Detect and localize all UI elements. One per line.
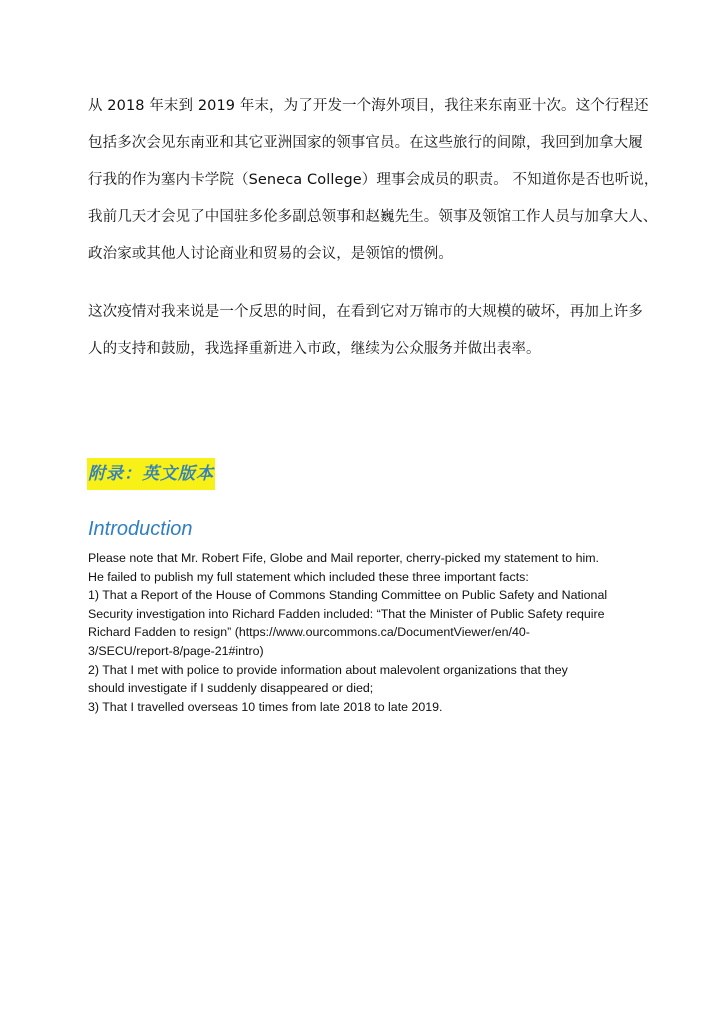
text-line: 这次疫情对我来说是一个反思的时间，在看到它对万锦市的大规模的破坏，再加上许多 — [88, 304, 643, 320]
text-line: 1) That a Report of the House of Commons Standing Committee on Public Safety and National — [88, 588, 608, 603]
english-paragraph — [88, 549, 648, 716]
text-line: 人的支持和鼓励，我选择重新进入市政，继续为公众服务并做出表率。 — [88, 341, 541, 357]
chinese-paragraph-1 — [88, 88, 659, 273]
text-line: 行我的作为塞内卡学院（Seneca College）理事会成员的职责。 不知道你是否也听说， — [88, 172, 659, 188]
text-line: He failed to publish my full statement which included these three important facts: — [88, 569, 529, 584]
text-line: 2) That I met with police to provide information about malevolent organizations that they — [88, 662, 568, 677]
text-line: 3/SECU/report-8/page-21#intro) — [88, 643, 264, 658]
section-heading: Introduction — [88, 518, 193, 540]
text-line: 我前几天才会见了中国驻多伦多副总领事和赵巍先生。领事及领馆工作人员与加拿大人、 — [88, 209, 658, 225]
appendix-heading: 附录：英文版本 — [87, 458, 215, 490]
text-line: should investigate if I suddenly disappeared or died; — [88, 681, 374, 696]
text-line: 政治家或其他人讨论商业和贸易的会议，是领馆的惯例。 — [88, 246, 453, 262]
text-line: 3) That I travelled overseas 10 times from late 2018 to late 2019. — [88, 699, 443, 714]
text-line: Richard Fadden to resign” (https://www.ourcommons.ca/DocumentViewer/en/40- — [88, 625, 530, 640]
text-line: 从 2018 年末到 2019 年末，为了开发一个海外项目，我往来东南亚十次。这个行程还 — [88, 98, 649, 114]
text-line: Security investigation into Richard Fadden included: “That the Minister of Public Safety require — [88, 606, 605, 621]
text-line: Please note that Mr. Robert Fife, Globe and Mail reporter, cherry-picked my statement to him. — [88, 551, 599, 565]
text-line: 包括多次会见东南亚和其它亚洲国家的领事官员。在这些旅行的间隙，我回到加拿大履 — [88, 135, 643, 151]
chinese-paragraph-2 — [88, 294, 648, 368]
